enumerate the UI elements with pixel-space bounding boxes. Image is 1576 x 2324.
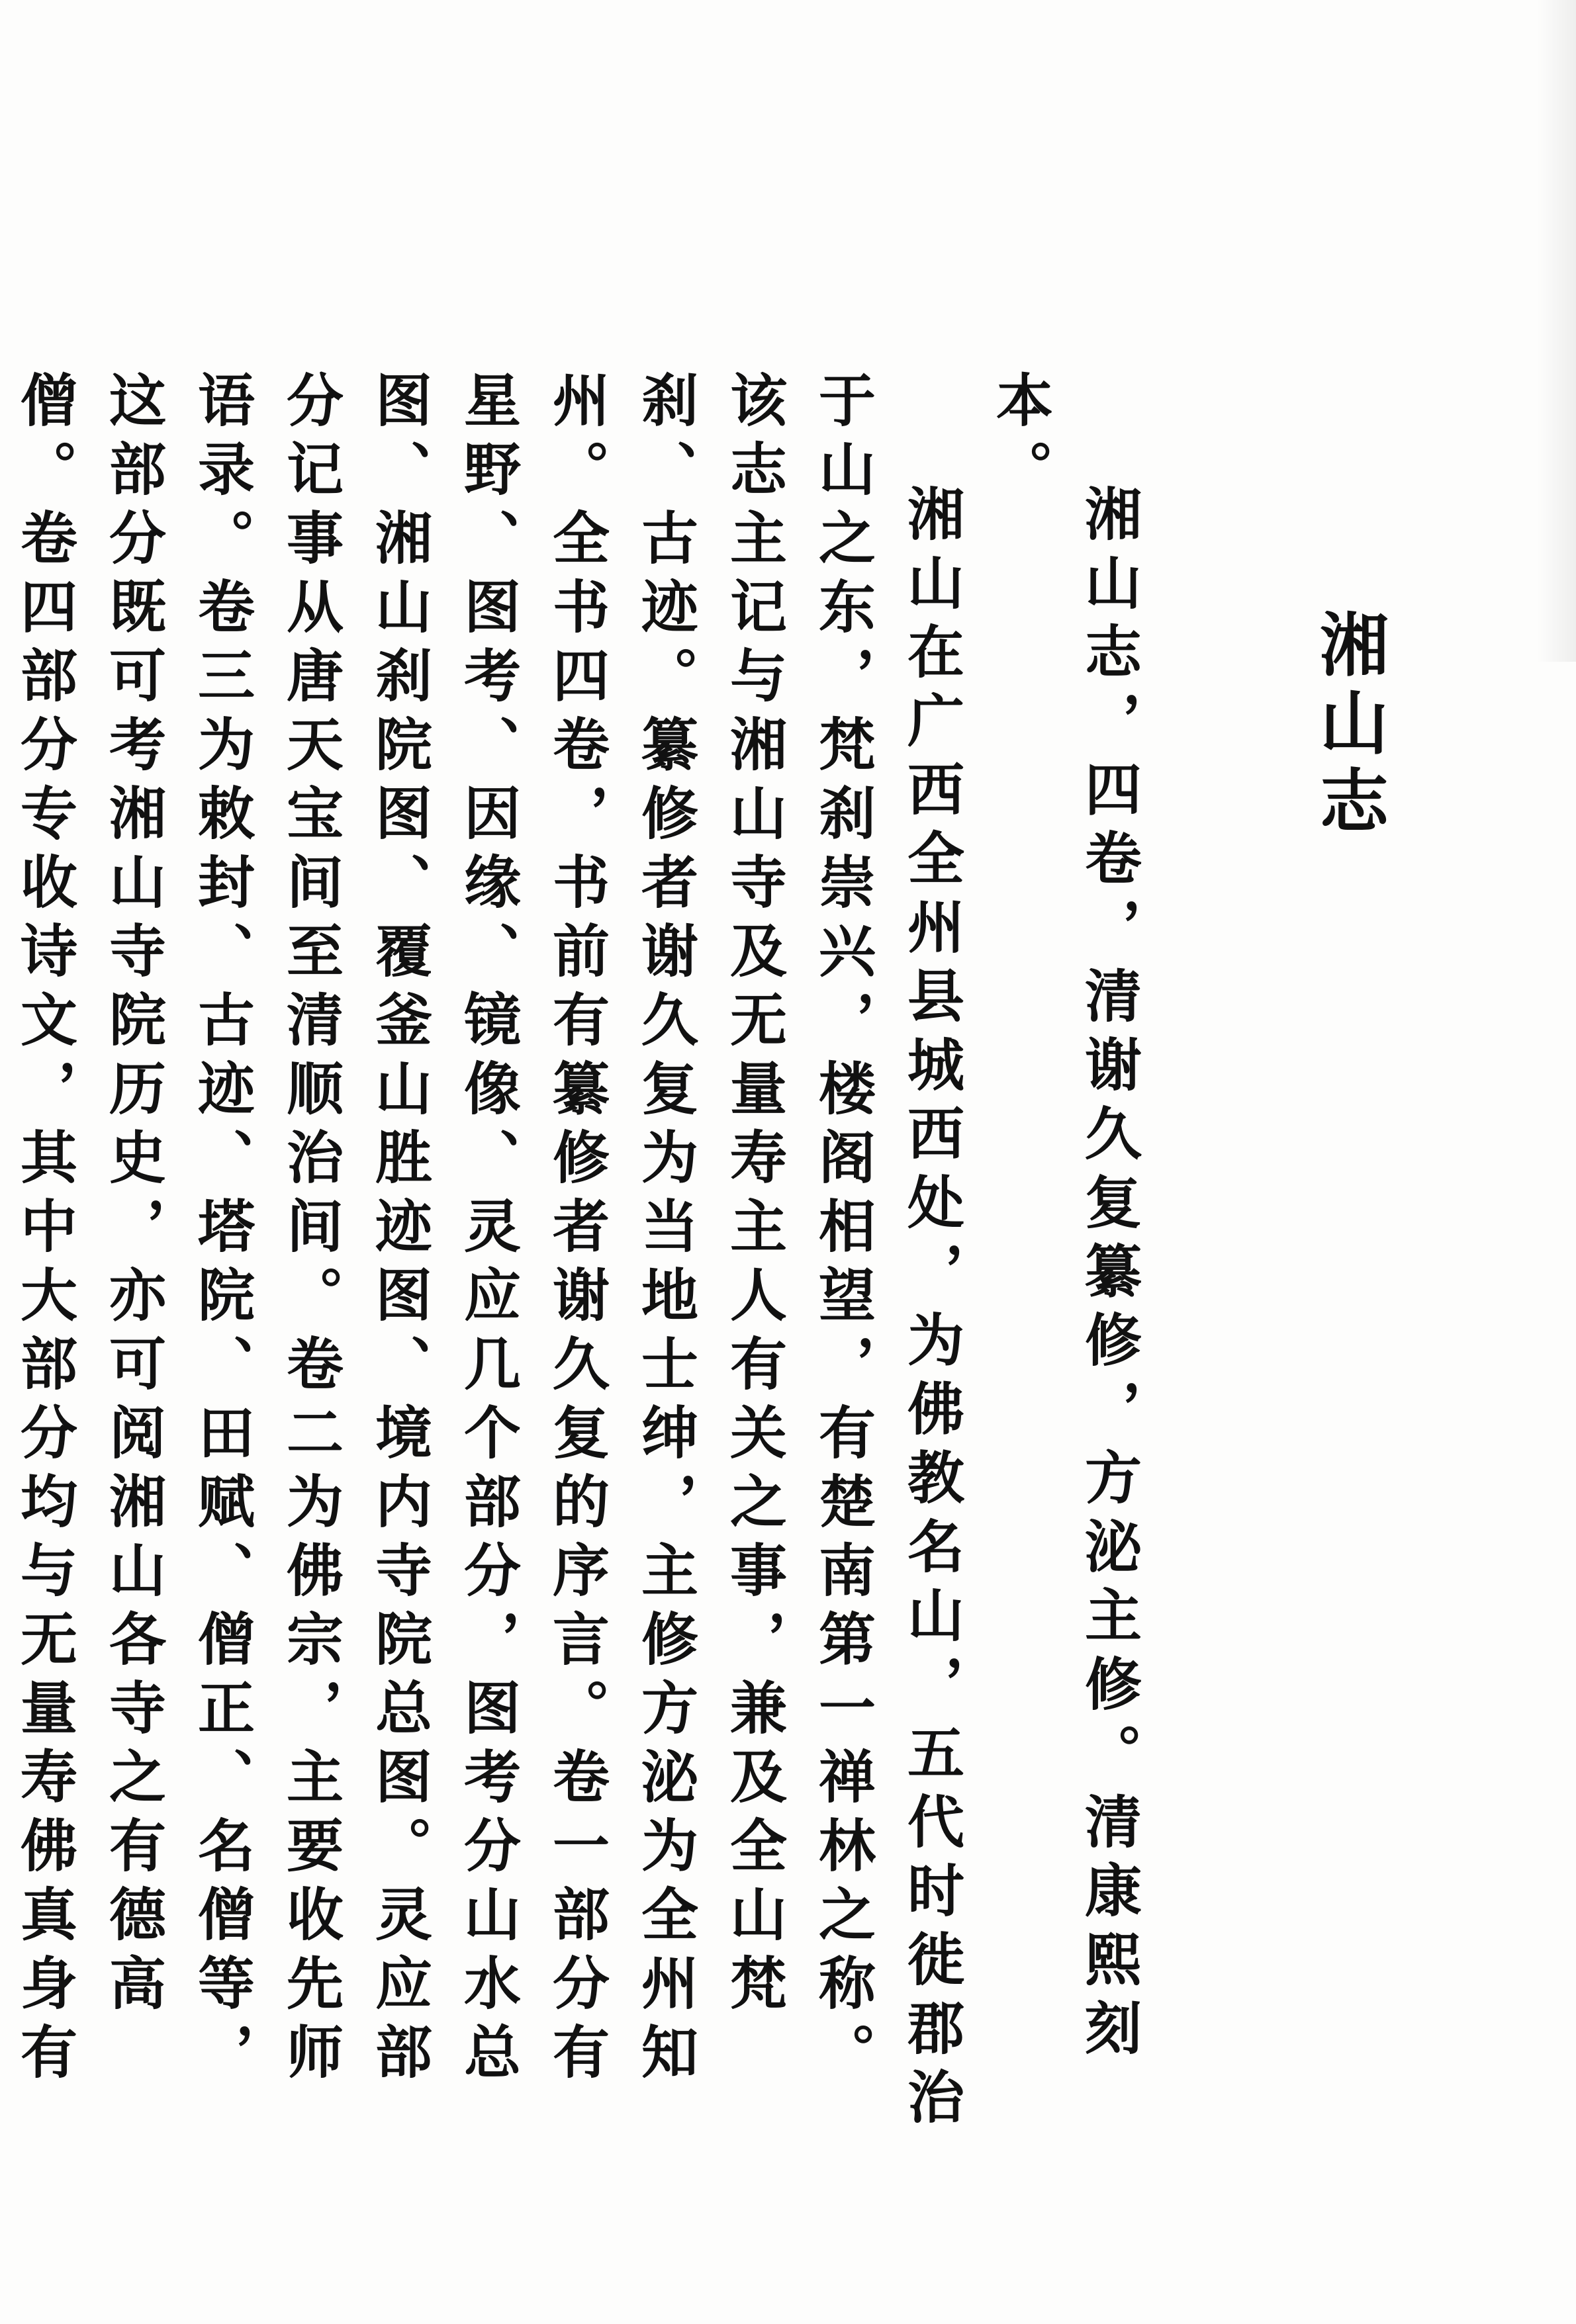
scan-edge-shadow — [1536, 0, 1576, 662]
document-title: 湘山志 — [1308, 609, 1389, 843]
paragraph-2: 湘山在广西全州县城西处，为佛教名山，五代时徙郡治于山之东，梵刹崇兴，楼阁相望，有楚南第一禅林之称。该志主记与湘山寺及无量寿主人有关之事，兼及全山梵刹、古迹。纂修者谢久复为当地士绅，主修方泌为全州知州。全书四卷，书前有纂修者谢久复的序言。卷一部分有星野、图考、因缘、镜像、灵应几个部分，图考分山水总图、湘山刹院图、覆釜山胜迹图、境内寺院总图。灵应部分记事从唐天宝间至清顺治间。卷二为佛宗，主要收先师语录。卷三为敕封、古迹、塔院、田赋、僧正、名僧等，这部分既可考湘山寺院历史，亦可阅湘山各寺之有德高僧。卷四部分专收诗文，其中大部分均与无量寿佛真身有 — [11, 371, 964, 2136]
body-text — [0, 371, 1152, 2157]
paragraph-1: 湘山志，四卷，清谢久复纂修，方泌主修。清康熙刻本。 — [986, 371, 1142, 2067]
